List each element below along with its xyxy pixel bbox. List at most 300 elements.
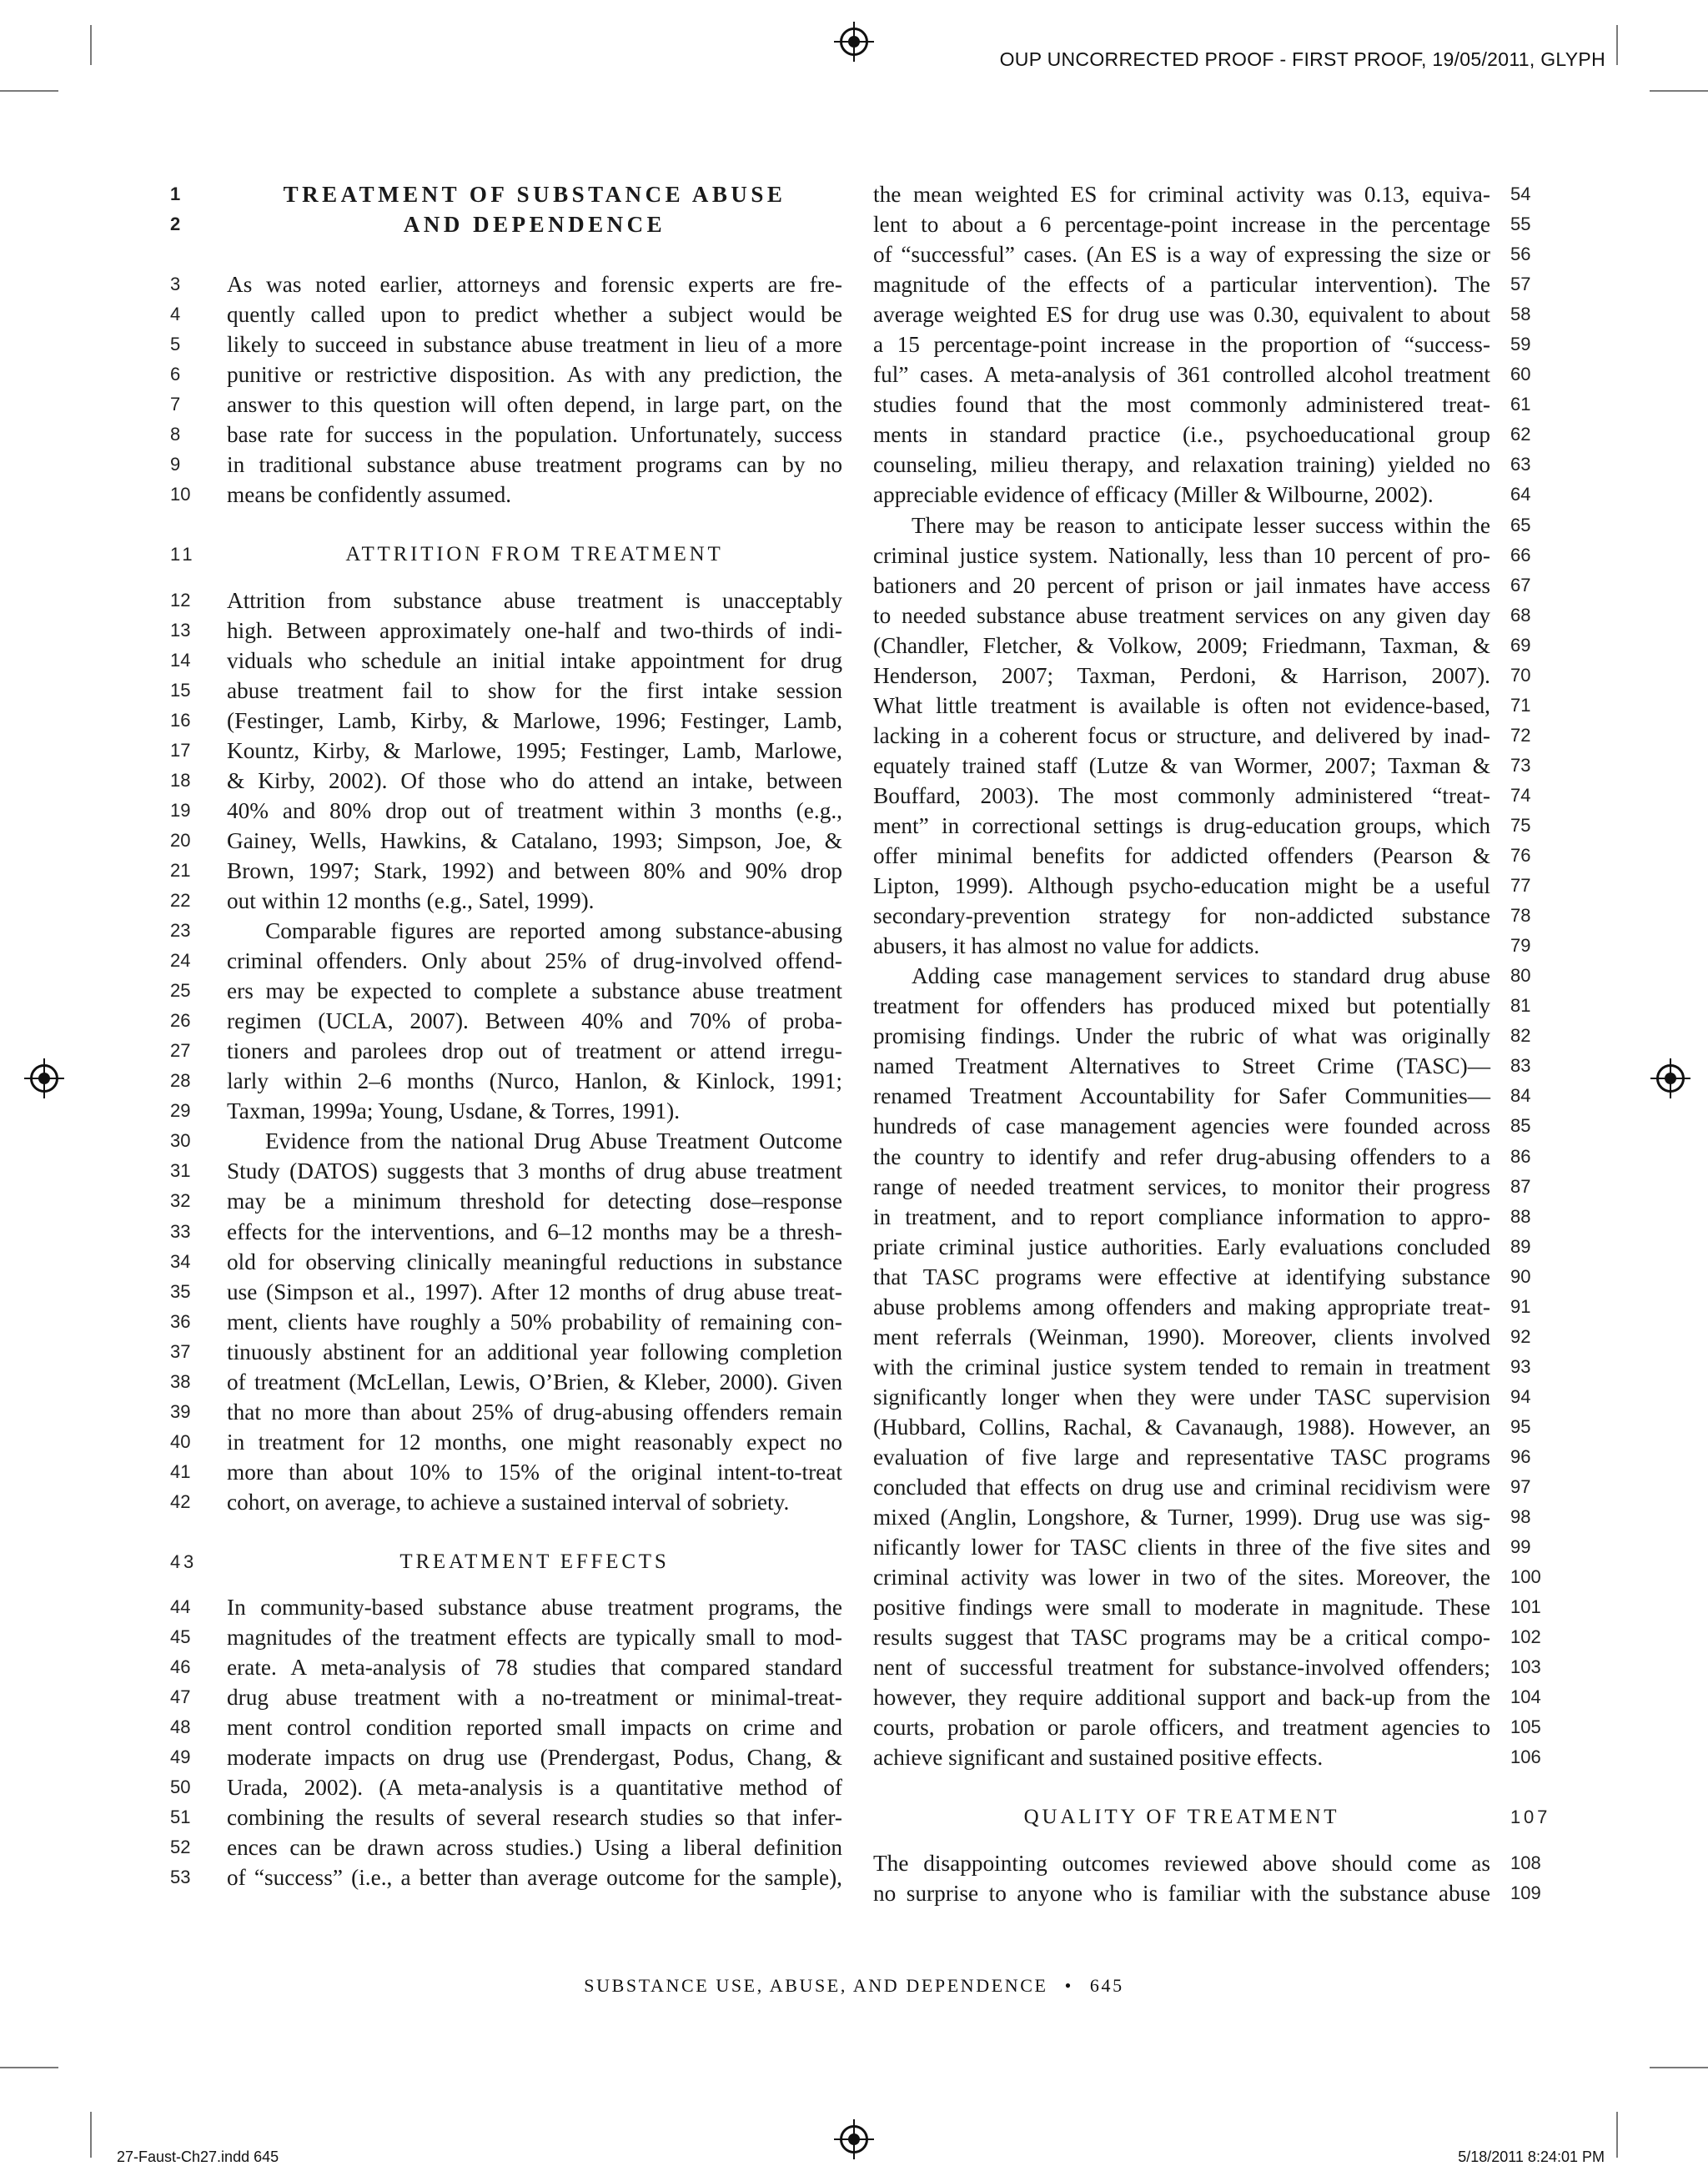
line-number: 102 [1510, 1626, 1541, 1648]
registration-mark-icon [840, 28, 868, 56]
line-text: named Treatment Alternatives to Street Crime (TASC)— [873, 1053, 1490, 1079]
line-number: 20 [170, 829, 191, 851]
text-line [170, 1712, 842, 1742]
text-line [170, 1277, 842, 1307]
line-text: AND DEPENDENCE [403, 212, 666, 238]
line-number: 106 [1510, 1746, 1541, 1768]
proof-label: OUP UNCORRECTED PROOF - FIRST PROOF, 19/05/2011, GLYPH [999, 48, 1605, 70]
line-number: 67 [1510, 574, 1531, 596]
line-number: 75 [1510, 814, 1531, 836]
line-text: courts, probation or parole officers, and treatment agencies to [873, 1715, 1490, 1741]
text-line [873, 1878, 1541, 1908]
line-text: priate criminal justice authorities. Early evaluations concluded [873, 1234, 1490, 1259]
line-number: 16 [170, 709, 191, 731]
text-line [170, 1126, 842, 1156]
line-number: 88 [1510, 1205, 1531, 1227]
line-number: 58 [1510, 304, 1531, 325]
line-text: average weighted ES for drug use was 0.30, equivalent to about [873, 302, 1490, 328]
crop-mark [90, 2112, 92, 2158]
line-number: 95 [1510, 1415, 1531, 1437]
text-line [170, 1622, 842, 1652]
text-line [170, 826, 842, 856]
text-line [170, 946, 842, 976]
line-text: TREATMENT OF SUBSTANCE ABUSE [283, 182, 786, 207]
line-number: 37 [170, 1340, 191, 1362]
line-number: 24 [170, 950, 191, 972]
line-number: 81 [1510, 995, 1531, 1017]
text-line [873, 931, 1531, 961]
line-text: lacking in a coherent focus or structure, and delivered by inad- [873, 722, 1490, 748]
line-text: positive findings were small to moderate in magnitude. These [873, 1595, 1490, 1621]
line-number: 82 [1510, 1025, 1531, 1047]
line-text: appreciable evidence of efficacy (Miller & Wilbourne, 2002). [873, 482, 1434, 508]
line-text: ATTRITION FROM TREATMENT [345, 543, 724, 566]
text-line [873, 1562, 1541, 1592]
line-number: 76 [1510, 845, 1531, 867]
line-number: 51 [170, 1807, 191, 1828]
left-column [170, 179, 842, 1892]
line-number: 30 [170, 1130, 191, 1152]
line-text: studies found that the most commonly administered treat- [873, 392, 1490, 418]
line-text: renamed Treatment Accountability for Safer Communities— [873, 1083, 1490, 1109]
text-line [873, 1472, 1531, 1502]
text-line [873, 1352, 1531, 1382]
text-line [170, 1862, 842, 1892]
line-number: 33 [170, 1220, 191, 1242]
line-number: 19 [170, 799, 191, 821]
text-line [170, 1802, 842, 1832]
line-number: 23 [170, 920, 191, 942]
slug-timestamp: 5/18/2011 8:24:01 PM [1458, 2148, 1605, 2165]
line-text: larly within 2–6 months (Nurco, Hanlon, & Kinlock, 1991; [227, 1068, 842, 1094]
page-number: 645 [1089, 1975, 1124, 1996]
text-line [873, 1322, 1531, 1352]
section-heading [170, 179, 842, 209]
line-number: 68 [1510, 604, 1531, 626]
line-number: 96 [1510, 1445, 1531, 1467]
line-number: 60 [1510, 364, 1531, 385]
text-line [170, 389, 842, 420]
line-number: 74 [1510, 784, 1531, 806]
line-number: 92 [1510, 1325, 1531, 1347]
crop-mark [1650, 90, 1708, 92]
line-text: ment, clients have roughly a 50% probability of remaining con- [227, 1309, 842, 1334]
line-text: Study (DATOS) suggests that 3 months of drug abuse treatment [227, 1158, 842, 1184]
line-text: results suggest that TASC programs may be a critical compo- [873, 1625, 1490, 1651]
crop-mark [1616, 2112, 1618, 2158]
line-text: to needed substance abuse treatment services on any given day [873, 602, 1490, 628]
text-line [873, 299, 1531, 329]
text-line [170, 646, 842, 676]
text-line [873, 420, 1531, 450]
slug-file: 27-Faust-Ch27.indd 645 [117, 2148, 279, 2165]
line-number: 62 [1510, 424, 1531, 445]
section-heading [170, 1547, 842, 1577]
crop-mark [0, 90, 58, 92]
line-text: out within 12 months (e.g., Satel, 1999). [227, 887, 595, 913]
section-heading [170, 209, 842, 239]
line-number: 103 [1510, 1656, 1541, 1678]
line-text: cohort, on average, to achieve a sustained interval of sobriety. [227, 1489, 790, 1515]
line-text: may be a minimum threshold for detecting dose–response [227, 1189, 842, 1214]
line-number: 21 [170, 859, 191, 881]
text-line [873, 1848, 1541, 1878]
line-number: 83 [1510, 1055, 1531, 1077]
line-number: 40 [170, 1430, 191, 1452]
text-line [873, 811, 1531, 841]
text-line [873, 1412, 1531, 1442]
text-line [873, 269, 1531, 299]
text-line [170, 736, 842, 766]
line-text: criminal justice system. Nationally, less than 10 percent of pro- [873, 542, 1490, 568]
line-text: criminal activity was lower in two of the sites. Moreover, the [873, 1565, 1490, 1591]
line-number: 28 [170, 1070, 191, 1092]
text-line [873, 179, 1531, 209]
line-text: offer minimal benefits for addicted offenders (Pearson & [873, 843, 1490, 869]
text-line [170, 616, 842, 646]
line-number: 43 [170, 1550, 198, 1572]
line-text: The disappointing outcomes reviewed above should come as [873, 1850, 1490, 1876]
line-text: criminal offenders. Only about 25% of drug-involved offend- [227, 948, 842, 974]
line-number: 50 [170, 1777, 191, 1798]
line-number: 42 [170, 1490, 191, 1512]
line-number: 11 [170, 544, 196, 565]
line-text: (Hubbard, Collins, Rachal, & Cavanaugh, 1988). However, an [873, 1414, 1490, 1440]
text-line [873, 1592, 1541, 1622]
line-text: Gainey, Wells, Hawkins, & Catalano, 1993; Simpson, Joe, & [227, 827, 842, 853]
line-text: in traditional substance abuse treatment programs can by no [227, 452, 842, 478]
line-text: (Chandler, Fletcher, & Volkow, 2009; Friedmann, Taxman, & [873, 632, 1490, 658]
line-number: 29 [170, 1100, 191, 1122]
text-line [873, 1081, 1531, 1111]
line-text: base rate for success in the population. Unfortunately, success [227, 422, 842, 448]
line-number: 101 [1510, 1596, 1541, 1618]
line-text: effects for the interventions, and 6–12 months may be a thresh- [227, 1219, 842, 1244]
line-text: that TASC programs were effective at identifying substance [873, 1264, 1490, 1289]
line-text: the country to identify and refer drug-abusing offenders to a [873, 1143, 1490, 1169]
text-line [170, 766, 842, 796]
text-line [873, 1382, 1531, 1412]
line-number: 84 [1510, 1085, 1531, 1107]
text-line [873, 1712, 1541, 1742]
text-line [873, 540, 1531, 570]
registration-mark-icon [30, 1064, 58, 1093]
line-number: 91 [1510, 1295, 1531, 1317]
text-line [170, 1066, 842, 1096]
text-line [873, 1502, 1531, 1532]
line-number: 18 [170, 769, 191, 791]
text-line [170, 1652, 842, 1682]
line-text: evaluation of five large and representative TASC programs [873, 1444, 1490, 1470]
line-text: ment” in correctional settings is drug-education groups, which [873, 812, 1490, 838]
line-number: 86 [1510, 1145, 1531, 1167]
line-text: however, they require additional support and back-up from the [873, 1685, 1490, 1711]
crop-mark [1650, 2067, 1708, 2068]
text-line [873, 721, 1531, 751]
line-text: achieve significant and sustained positive effects. [873, 1745, 1324, 1771]
text-line [873, 1742, 1541, 1772]
line-number: 70 [1510, 664, 1531, 686]
line-number: 14 [170, 649, 191, 671]
line-number: 105 [1510, 1716, 1541, 1738]
text-line [873, 450, 1531, 480]
line-number: 63 [1510, 454, 1531, 475]
line-text: ers may be expected to complete a substance abuse treatment [227, 978, 842, 1004]
line-text: In community-based substance abuse treatment programs, the [227, 1595, 842, 1621]
text-line [170, 1186, 842, 1216]
text-line [170, 856, 842, 886]
text-line [873, 901, 1531, 931]
text-line [170, 1156, 842, 1186]
line-number: 35 [170, 1280, 191, 1302]
text-line [873, 841, 1531, 871]
line-text: moderate impacts on drug use (Prendergast, Podus, Chang, & [227, 1745, 842, 1771]
text-line [873, 691, 1531, 721]
line-number: 78 [1510, 905, 1531, 927]
line-text: counseling, milieu therapy, and relaxation training) yielded no [873, 452, 1490, 478]
line-text: treatment for offenders has produced mixed but potentially [873, 993, 1490, 1019]
line-text: regimen (UCLA, 2007). Between 40% and 70% of proba- [227, 1008, 842, 1034]
line-text: Kountz, Kirby, & Marlowe, 1995; Festinger, Lamb, Marlowe, [227, 737, 842, 763]
text-line [170, 1337, 842, 1367]
text-line [873, 601, 1531, 631]
line-text: of treatment (McLellan, Lewis, O’Brien, & Kleber, 2000). Given [227, 1369, 842, 1395]
line-text: abuse treatment fail to show for the first intake session [227, 677, 842, 703]
line-text: with the criminal justice system tended to remain in treatment [873, 1354, 1490, 1380]
text-line [170, 976, 842, 1006]
text-line [873, 961, 1531, 991]
text-line [873, 1622, 1541, 1652]
line-text: Bouffard, 2003). The most commonly administered “treat- [873, 782, 1490, 808]
text-line [170, 1217, 842, 1247]
line-text: equately trained staff (Lutze & van Wormer, 2007; Taxman & [873, 752, 1490, 778]
line-text: secondary-prevention strategy for non-addicted substance [873, 903, 1490, 929]
line-text: Brown, 1997; Stark, 1992) and between 80% and 90% drop [227, 857, 842, 883]
line-number: 55 [1510, 214, 1531, 235]
line-number: 38 [170, 1370, 191, 1392]
line-text: Taxman, 1999a; Young, Usdane, & Torres, 1991). [227, 1098, 681, 1124]
text-line [873, 329, 1531, 359]
line-number: 2 [170, 214, 184, 235]
line-text: quently called upon to predict whether a subject would be [227, 302, 842, 328]
line-text: ment control condition reported small impacts on crime and [227, 1715, 842, 1741]
line-text: punitive or restrictive disposition. As with any prediction, the [227, 362, 842, 388]
text-line [170, 480, 842, 510]
line-number: 64 [1510, 484, 1531, 505]
line-text: the mean weighted ES for criminal activity was 0.13, equiva- [873, 182, 1490, 207]
line-text: that no more than about 25% of drug-abusing offenders remain [227, 1399, 842, 1425]
text-line [873, 1051, 1531, 1081]
line-text: Adding case management services to standard drug abuse [912, 963, 1490, 989]
line-number: 27 [170, 1040, 191, 1062]
text-line [170, 1096, 842, 1126]
line-text: ences can be drawn across studies.) Using a liberal definition [227, 1835, 842, 1861]
text-line [873, 1172, 1531, 1202]
line-text: tinuously abstinent for an additional year following completion [227, 1339, 842, 1364]
line-text: ful” cases. A meta-analysis of 361 controlled alcohol treatment [873, 362, 1490, 388]
text-line [170, 1457, 842, 1487]
registration-mark-icon [840, 2125, 868, 2153]
line-number: 72 [1510, 724, 1531, 746]
line-number: 48 [170, 1716, 191, 1738]
text-line [873, 1021, 1531, 1051]
line-number: 54 [1510, 183, 1531, 204]
line-text: QUALITY OF TREATMENT [1023, 1806, 1340, 1829]
line-text: use (Simpson et al., 1997). After 12 months of drug abuse treat- [227, 1279, 842, 1304]
line-text: drug abuse treatment with a no-treatment or minimal-treat- [227, 1685, 842, 1711]
line-number: 66 [1510, 544, 1531, 565]
text-line [873, 209, 1531, 239]
line-number: 107 [1510, 1807, 1551, 1828]
line-number: 22 [170, 889, 191, 911]
text-line [873, 1652, 1541, 1682]
line-number: 59 [1510, 334, 1531, 355]
text-line [170, 420, 842, 450]
line-number: 15 [170, 679, 191, 701]
line-number: 77 [1510, 875, 1531, 897]
line-number: 100 [1510, 1566, 1541, 1588]
line-number: 69 [1510, 634, 1531, 656]
line-text: significantly longer when they were under TASC supervision [873, 1384, 1490, 1410]
text-line [170, 1592, 842, 1622]
line-number: 93 [1510, 1355, 1531, 1377]
text-line [170, 1832, 842, 1862]
text-line [170, 676, 842, 706]
line-text: & Kirby, 2002). Of those who do attend an intake, between [227, 767, 842, 793]
line-text: As was noted earlier, attorneys and forensic experts are fre- [227, 272, 842, 298]
text-line [170, 1247, 842, 1277]
line-number: 41 [170, 1460, 191, 1482]
section-heading [873, 1802, 1551, 1832]
text-line [873, 570, 1531, 601]
text-line [873, 1111, 1531, 1141]
line-number: 89 [1510, 1235, 1531, 1257]
line-number: 13 [170, 619, 191, 641]
line-number: 56 [1510, 244, 1531, 265]
line-text: TREATMENT EFFECTS [399, 1550, 670, 1573]
line-text: erate. A meta-analysis of 78 studies that compared standard [227, 1655, 842, 1681]
line-number: 39 [170, 1400, 191, 1422]
line-number: 32 [170, 1190, 191, 1212]
text-line [170, 1397, 842, 1427]
line-text: means be confidently assumed. [227, 482, 512, 508]
line-number: 6 [170, 364, 181, 385]
line-number: 99 [1510, 1536, 1531, 1558]
text-line [170, 1487, 842, 1517]
line-number: 52 [170, 1837, 191, 1858]
text-line [873, 1682, 1541, 1712]
text-line [873, 510, 1531, 540]
text-line [873, 1142, 1531, 1172]
line-text: ments in standard practice (i.e., psychoeducational group [873, 422, 1490, 448]
text-line [873, 480, 1531, 510]
crop-mark [1616, 25, 1618, 65]
line-text: bationers and 20 percent of prison or jail inmates have access [873, 572, 1490, 598]
footer-bullet: • [1064, 1975, 1073, 1996]
line-text: combining the results of several research studies so that infer- [227, 1805, 842, 1831]
line-number: 44 [170, 1596, 191, 1618]
text-line [170, 1682, 842, 1712]
line-number: 108 [1510, 1852, 1541, 1873]
line-number: 97 [1510, 1476, 1531, 1498]
text-line [170, 886, 842, 916]
line-number: 98 [1510, 1506, 1531, 1528]
line-number: 45 [170, 1626, 191, 1648]
line-text: Henderson, 2007; Taxman, Perdoni, & Harrison, 2007). [873, 662, 1490, 688]
line-text: abusers, it has almost no value for addicts. [873, 933, 1260, 959]
line-text: Lipton, 1999). Although psycho-education might be a useful [873, 873, 1490, 899]
line-number: 34 [170, 1250, 191, 1272]
line-text: answer to this question will often depend, in large part, on the [227, 392, 842, 418]
running-title: SUBSTANCE USE, ABUSE, AND DEPENDENCE [584, 1975, 1048, 1996]
line-text: of “successful” cases. (An ES is a way of expressing the size or [873, 242, 1490, 268]
text-line [170, 1036, 842, 1066]
line-text: old for observing clinically meaningful reductions in substance [227, 1249, 842, 1274]
line-text: What little treatment is available is often not evidence-based, [873, 692, 1490, 718]
text-line [873, 1262, 1531, 1292]
line-text: Attrition from substance abuse treatment is unacceptably [227, 587, 842, 613]
line-number: 5 [170, 334, 181, 355]
section-heading [170, 540, 842, 570]
text-line [873, 631, 1531, 661]
line-number: 12 [170, 589, 191, 611]
text-line [170, 1427, 842, 1457]
page-footer [0, 1975, 1708, 1997]
line-text: hundreds of case management agencies were founded across [873, 1113, 1490, 1139]
line-text: lent to about a 6 percentage-point increase in the percentage [873, 212, 1490, 238]
line-text: of “success” (i.e., a better than average outcome for the sample), [227, 1865, 842, 1891]
text-line [873, 781, 1531, 811]
line-text: ment referrals (Weinman, 1990). Moreover, clients involved [873, 1324, 1490, 1349]
crop-mark [90, 25, 92, 65]
line-number: 87 [1510, 1175, 1531, 1197]
text-line [170, 916, 842, 946]
line-text: Evidence from the national Drug Abuse Treatment Outcome [265, 1128, 842, 1154]
line-number: 79 [1510, 935, 1531, 957]
text-line [873, 389, 1531, 420]
line-text: a 15 percentage-point increase in the proportion of “success- [873, 332, 1490, 358]
line-number: 71 [1510, 694, 1531, 716]
line-number: 4 [170, 304, 181, 325]
line-text: Urada, 2002). (A meta-analysis is a quantitative method of [227, 1775, 842, 1801]
text-line [873, 751, 1531, 781]
line-text: mixed (Anglin, Longshore, & Turner, 1999). Drug use was sig- [873, 1505, 1490, 1530]
right-column [873, 179, 1551, 1908]
line-text: high. Between approximately one-half and two-thirds of indi- [227, 617, 842, 643]
line-text: more than about 10% to 15% of the original intent-to-treat [227, 1459, 842, 1485]
text-line [170, 1367, 842, 1397]
line-text: (Festinger, Lamb, Kirby, & Marlowe, 1996; Festinger, Lamb, [227, 707, 842, 733]
line-text: nent of successful treatment for substance-involved offenders; [873, 1655, 1490, 1681]
line-number: 1 [170, 183, 184, 204]
text-line [873, 1532, 1531, 1562]
text-line [873, 1292, 1531, 1322]
text-line [873, 1232, 1531, 1262]
text-line [873, 239, 1531, 269]
text-line [170, 299, 842, 329]
line-number: 61 [1510, 394, 1531, 415]
line-number: 80 [1510, 965, 1531, 987]
line-number: 10 [170, 484, 191, 505]
line-text: in treatment, and to report compliance information to appro- [873, 1204, 1490, 1229]
text-line [170, 329, 842, 359]
line-number: 57 [1510, 274, 1531, 295]
line-text: promising findings. Under the rubric of what was originally [873, 1023, 1490, 1049]
line-number: 73 [1510, 754, 1531, 776]
line-number: 25 [170, 980, 191, 1002]
text-line [170, 269, 842, 299]
line-number: 65 [1510, 514, 1531, 535]
